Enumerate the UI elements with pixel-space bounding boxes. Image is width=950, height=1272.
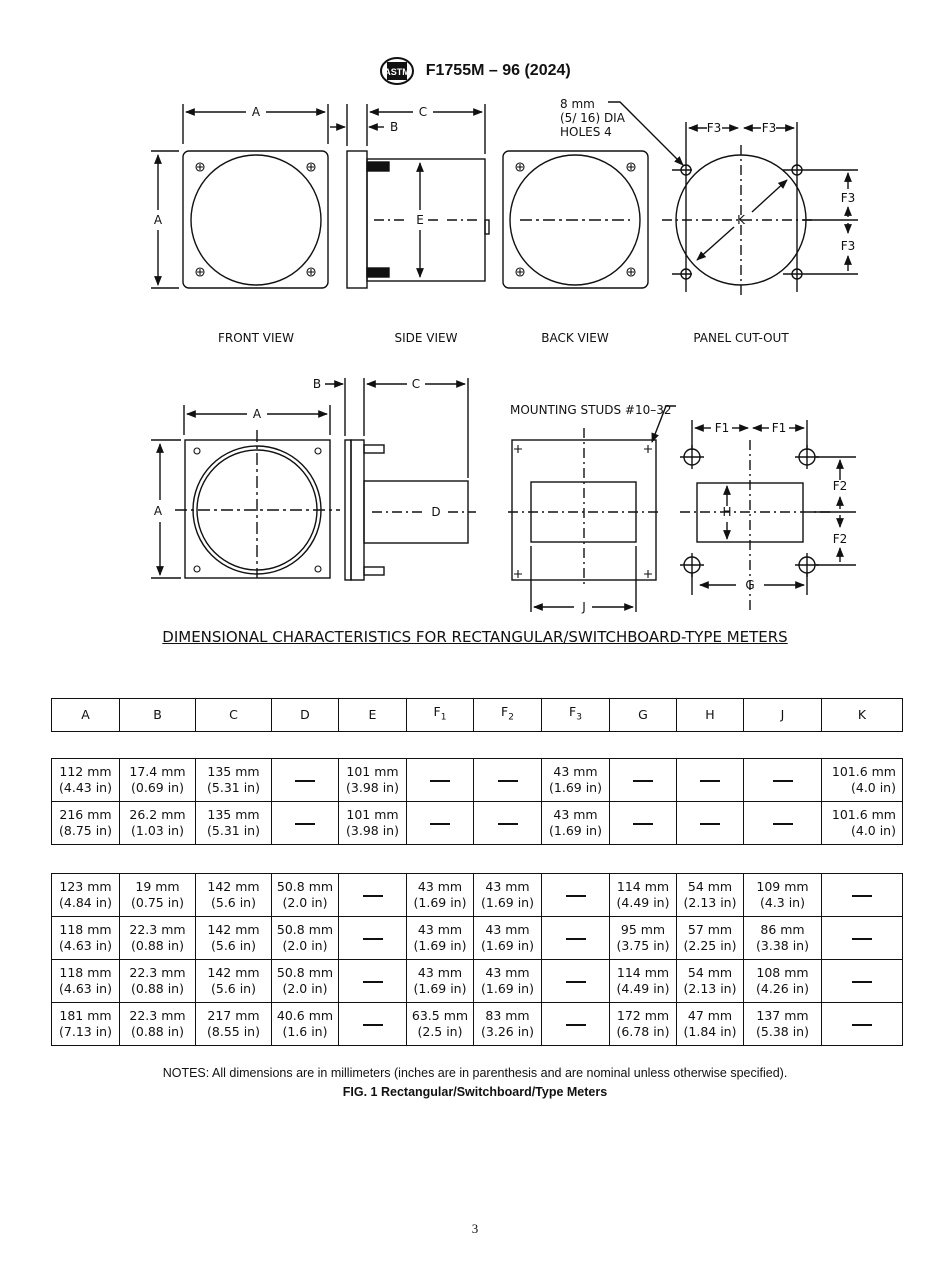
table-cell bbox=[744, 759, 822, 802]
table-cell bbox=[474, 1003, 542, 1046]
table-cell bbox=[677, 759, 744, 802]
cell-in: (2.0 in) bbox=[282, 895, 328, 910]
cell-mm: 17.4 mm bbox=[129, 764, 186, 779]
cell-mm: 101.6 mm bbox=[831, 764, 896, 779]
cell-mm: 181 mm bbox=[59, 1008, 112, 1023]
table-cell bbox=[120, 960, 196, 1003]
cell-mm: 43 mm bbox=[485, 965, 530, 980]
cell-mm: 172 mm bbox=[616, 1008, 670, 1023]
table-cell bbox=[272, 917, 339, 960]
table-cell bbox=[474, 802, 542, 845]
table-cell bbox=[407, 1003, 474, 1046]
cell-mm: 54 mm bbox=[687, 965, 733, 980]
table-cell bbox=[474, 874, 542, 917]
table-cell bbox=[407, 917, 474, 960]
table-cell bbox=[272, 960, 339, 1003]
figure-caption: FIG. 1 Rectangular/Switchboard/Type Meters bbox=[342, 1085, 608, 1099]
table-cell bbox=[610, 802, 677, 845]
cell-in: (4.0 in) bbox=[850, 780, 896, 795]
empty-dash bbox=[566, 1024, 586, 1026]
cell-in: (7.13 in) bbox=[59, 1024, 112, 1039]
table-cell bbox=[407, 960, 474, 1003]
cell-in: (5.6 in) bbox=[210, 981, 256, 996]
table-cell bbox=[120, 874, 196, 917]
table-cell bbox=[822, 1003, 903, 1046]
empty-dash bbox=[852, 981, 872, 983]
table-cell bbox=[196, 1003, 272, 1046]
table-cell bbox=[120, 759, 196, 802]
cell-in: (5.31 in) bbox=[207, 823, 260, 838]
cell-mm: 118 mm bbox=[59, 965, 112, 980]
cell-mm: 217 mm bbox=[207, 1008, 260, 1023]
cell-mm: 26.2 mm bbox=[129, 807, 186, 822]
table-cell bbox=[52, 960, 120, 1003]
table-cell bbox=[407, 759, 474, 802]
cell-mm: 135 mm bbox=[207, 764, 260, 779]
table-cell bbox=[610, 960, 677, 1003]
empty-dash bbox=[430, 823, 450, 825]
column-header: K bbox=[822, 699, 903, 732]
table-cell bbox=[744, 917, 822, 960]
dim-label-f3: F3 bbox=[761, 121, 777, 135]
header-row bbox=[52, 699, 903, 732]
cell-in: (2.25 in) bbox=[683, 938, 737, 953]
cell-in: (8.75 in) bbox=[59, 823, 112, 838]
table-cell bbox=[744, 874, 822, 917]
column-header: C bbox=[196, 699, 272, 732]
cell-in: (4.49 in) bbox=[616, 895, 670, 910]
cell-in: (4.43 in) bbox=[59, 780, 112, 795]
column-header: B bbox=[120, 699, 196, 732]
cell-in: (5.38 in) bbox=[756, 1024, 809, 1039]
table-cell bbox=[196, 960, 272, 1003]
panel-cutout-label: PANEL CUT-OUT bbox=[693, 331, 789, 345]
table-cell bbox=[542, 759, 610, 802]
cell-mm: 101 mm bbox=[346, 807, 399, 822]
cell-in: (0.75 in) bbox=[131, 895, 184, 910]
empty-dash bbox=[363, 981, 383, 983]
front-view-top bbox=[151, 104, 328, 288]
cell-mm: 43 mm bbox=[553, 764, 598, 779]
table-cell bbox=[744, 960, 822, 1003]
column-header: A bbox=[52, 699, 120, 732]
cell-in: (2.5 in) bbox=[417, 1024, 463, 1039]
cell-mm: 101 mm bbox=[346, 764, 399, 779]
table-cell bbox=[474, 960, 542, 1003]
empty-dash bbox=[295, 823, 315, 825]
table-cell bbox=[120, 1003, 196, 1046]
table-cell bbox=[610, 759, 677, 802]
cell-mm: 43 mm bbox=[417, 922, 463, 937]
dim-label-a: A bbox=[251, 105, 261, 119]
cell-in: (3.98 in) bbox=[346, 823, 399, 838]
cell-in: (1.69 in) bbox=[481, 981, 534, 996]
cell-mm: 40.6 mm bbox=[276, 1008, 334, 1023]
empty-dash bbox=[498, 823, 518, 825]
cell-mm: 50.8 mm bbox=[276, 879, 334, 894]
cell-mm: 47 mm bbox=[687, 1008, 733, 1023]
cell-mm: 22.3 mm bbox=[129, 965, 186, 980]
table-cell bbox=[610, 1003, 677, 1046]
table-row bbox=[52, 960, 903, 1003]
dim-label-a: A bbox=[153, 213, 163, 227]
holes-callout-line1: 8 mm bbox=[560, 97, 595, 111]
front-view-label: FRONT VIEW bbox=[217, 331, 295, 345]
cell-mm: 108 mm bbox=[756, 965, 809, 980]
empty-dash bbox=[852, 1024, 872, 1026]
cell-in: (2.13 in) bbox=[683, 895, 737, 910]
table-row bbox=[52, 1003, 903, 1046]
cell-mm: 57 mm bbox=[687, 922, 733, 937]
dim-label-f1: F1 bbox=[771, 421, 787, 435]
back-view-label: BACK VIEW bbox=[541, 331, 609, 345]
cell-mm: 135 mm bbox=[207, 807, 260, 822]
column-header: D bbox=[272, 699, 339, 732]
table-cell bbox=[339, 802, 407, 845]
table-cell bbox=[542, 917, 610, 960]
table-cell bbox=[120, 917, 196, 960]
table-cell bbox=[677, 917, 744, 960]
cell-mm: 109 mm bbox=[756, 879, 809, 894]
empty-dash bbox=[295, 780, 315, 782]
empty-dash bbox=[363, 938, 383, 940]
table-cell bbox=[822, 960, 903, 1003]
cell-in: (2.13 in) bbox=[683, 981, 737, 996]
cell-mm: 43 mm bbox=[417, 879, 463, 894]
cell-mm: 43 mm bbox=[485, 879, 530, 894]
cell-in: (3.26 in) bbox=[481, 1024, 534, 1039]
cell-mm: 63.5 mm bbox=[411, 1008, 469, 1023]
table-cell bbox=[339, 917, 407, 960]
table-cell bbox=[52, 874, 120, 917]
empty-dash bbox=[363, 1024, 383, 1026]
table-row bbox=[52, 759, 903, 802]
table-row bbox=[52, 874, 903, 917]
table-cell bbox=[474, 759, 542, 802]
cell-in: (2.0 in) bbox=[282, 981, 328, 996]
empty-dash bbox=[852, 938, 872, 940]
cell-mm: 43 mm bbox=[553, 807, 598, 822]
dim-label-f2: F2 bbox=[832, 479, 848, 493]
cell-in: (3.98 in) bbox=[346, 780, 399, 795]
empty-dash bbox=[363, 895, 383, 897]
dim-label-c: C bbox=[411, 377, 421, 391]
holes-callout-line2: (5/ 16) DIA bbox=[560, 111, 625, 125]
cell-in: (4.3 in) bbox=[759, 895, 805, 910]
meter-drawing bbox=[0, 0, 950, 620]
table-cell bbox=[52, 759, 120, 802]
table-cell bbox=[822, 917, 903, 960]
table-cell bbox=[196, 802, 272, 845]
table-cell bbox=[339, 960, 407, 1003]
table-cell bbox=[610, 917, 677, 960]
cell-in: (8.55 in) bbox=[207, 1024, 260, 1039]
cell-in: (2.0 in) bbox=[282, 938, 328, 953]
cell-in: (1.84 in) bbox=[683, 1024, 737, 1039]
cell-mm: 216 mm bbox=[59, 807, 112, 822]
table-cell bbox=[339, 1003, 407, 1046]
empty-dash bbox=[498, 780, 518, 782]
table-cell bbox=[677, 802, 744, 845]
dimension-table-group2 bbox=[51, 873, 903, 1046]
cell-in: (5.6 in) bbox=[210, 938, 256, 953]
column-header: $F_1$ bbox=[407, 699, 474, 732]
cell-mm: 54 mm bbox=[687, 879, 733, 894]
cell-mm: 83 mm bbox=[485, 1008, 530, 1023]
dim-label-a: A bbox=[252, 407, 262, 421]
empty-dash bbox=[633, 823, 653, 825]
cell-in: (5.6 in) bbox=[210, 895, 256, 910]
column-header: H bbox=[677, 699, 744, 732]
cell-in: (3.75 in) bbox=[616, 938, 670, 953]
cell-in: (0.88 in) bbox=[131, 1024, 184, 1039]
cell-mm: 43 mm bbox=[417, 965, 463, 980]
empty-dash bbox=[430, 780, 450, 782]
table-cell bbox=[542, 802, 610, 845]
table-cell bbox=[744, 1003, 822, 1046]
cell-in: (1.69 in) bbox=[481, 895, 534, 910]
table-cell bbox=[822, 802, 903, 845]
table-cell bbox=[196, 759, 272, 802]
table-row bbox=[52, 802, 903, 845]
cell-mm: 112 mm bbox=[59, 764, 112, 779]
notes-text: NOTES: All dimensions are in millimeters (inches are in parenthesis and are nominal unless otherwise specified). bbox=[162, 1066, 788, 1080]
empty-dash bbox=[566, 981, 586, 983]
table-row bbox=[52, 917, 903, 960]
dim-label-f3: F3 bbox=[706, 121, 722, 135]
table-cell bbox=[822, 874, 903, 917]
table-cell bbox=[677, 874, 744, 917]
cell-in: (1.69 in) bbox=[413, 938, 467, 953]
cell-mm: 22.3 mm bbox=[129, 922, 186, 937]
cell-mm: 142 mm bbox=[207, 879, 260, 894]
table-cell bbox=[744, 802, 822, 845]
cell-in: (0.88 in) bbox=[131, 981, 184, 996]
cell-in: (4.49 in) bbox=[616, 981, 670, 996]
front-view-bottom bbox=[151, 405, 340, 578]
cell-in: (5.31 in) bbox=[207, 780, 260, 795]
dim-label-h: H bbox=[722, 505, 732, 519]
table-cell bbox=[120, 802, 196, 845]
side-view-top bbox=[330, 104, 489, 288]
dim-label-f1: F1 bbox=[714, 421, 730, 435]
side-view-bottom bbox=[325, 378, 476, 580]
cell-in: (1.69 in) bbox=[549, 823, 602, 838]
cell-mm: 114 mm bbox=[616, 965, 670, 980]
table-cell bbox=[272, 874, 339, 917]
cell-in: (1.69 in) bbox=[481, 938, 534, 953]
table-cell bbox=[474, 917, 542, 960]
cell-in: (4.84 in) bbox=[59, 895, 112, 910]
table-cell bbox=[542, 960, 610, 1003]
dim-label-k: K bbox=[737, 213, 745, 227]
cell-mm: 86 mm bbox=[760, 922, 805, 937]
svg-text:ASTM: ASTM bbox=[384, 67, 411, 77]
cell-in: (3.38 in) bbox=[756, 938, 809, 953]
cell-mm: 123 mm bbox=[59, 879, 112, 894]
cell-mm: 50.8 mm bbox=[276, 965, 334, 980]
table-cell bbox=[822, 759, 903, 802]
cell-in: (1.69 in) bbox=[413, 895, 467, 910]
cell-mm: 142 mm bbox=[207, 922, 260, 937]
cell-mm: 137 mm bbox=[756, 1008, 809, 1023]
cell-in: (4.0 in) bbox=[850, 823, 896, 838]
cell-in: (4.26 in) bbox=[756, 981, 809, 996]
cell-in: (0.88 in) bbox=[131, 938, 184, 953]
dim-label-f3: F3 bbox=[840, 239, 856, 253]
cell-mm: 50.8 mm bbox=[276, 922, 334, 937]
column-header: E bbox=[339, 699, 407, 732]
panel-cutout-bottom bbox=[680, 420, 856, 610]
cell-in: (1.6 in) bbox=[282, 1024, 328, 1039]
cell-mm: 19 mm bbox=[135, 879, 180, 894]
page-number: 3 bbox=[471, 1221, 479, 1236]
table-caption: DIMENSIONAL CHARACTERISTICS FOR RECTANGULAR/SWITCHBOARD-TYPE METERS bbox=[162, 628, 788, 646]
cell-mm: 142 mm bbox=[207, 965, 260, 980]
dim-label-f3: F3 bbox=[840, 191, 856, 205]
dimension-header-table bbox=[51, 698, 903, 732]
holes-callout-line3: HOLES 4 bbox=[560, 125, 612, 139]
table-cell bbox=[407, 874, 474, 917]
dim-label-d: D bbox=[431, 505, 441, 519]
empty-dash bbox=[566, 938, 586, 940]
back-view-bottom bbox=[508, 406, 676, 612]
table-cell bbox=[542, 874, 610, 917]
empty-dash bbox=[773, 823, 793, 825]
cell-mm: 118 mm bbox=[59, 922, 112, 937]
empty-dash bbox=[700, 780, 720, 782]
cell-in: (4.63 in) bbox=[59, 981, 112, 996]
column-header: G bbox=[610, 699, 677, 732]
cell-in: (1.69 in) bbox=[549, 780, 602, 795]
table-cell bbox=[339, 759, 407, 802]
dim-label-b: B bbox=[390, 120, 399, 134]
side-view-label: SIDE VIEW bbox=[394, 331, 458, 345]
cell-in: (1.03 in) bbox=[131, 823, 184, 838]
dim-label-c: C bbox=[418, 105, 428, 119]
panel-cutout-top bbox=[608, 102, 858, 295]
cell-in: (0.69 in) bbox=[131, 780, 184, 795]
table-cell bbox=[196, 917, 272, 960]
cell-mm: 95 mm bbox=[620, 922, 666, 937]
table-cell bbox=[542, 1003, 610, 1046]
table-cell bbox=[272, 1003, 339, 1046]
back-view-top bbox=[503, 151, 648, 288]
cell-in: (1.69 in) bbox=[413, 981, 467, 996]
table-cell bbox=[272, 802, 339, 845]
table-cell bbox=[272, 759, 339, 802]
column-header: $F_3$ bbox=[542, 699, 610, 732]
table-cell bbox=[677, 1003, 744, 1046]
dim-label-f2: F2 bbox=[832, 532, 848, 546]
table-cell bbox=[52, 1003, 120, 1046]
table-cell bbox=[610, 874, 677, 917]
column-header: J bbox=[744, 699, 822, 732]
dim-label-g: G bbox=[745, 578, 755, 592]
cell-mm: 114 mm bbox=[616, 879, 670, 894]
dimension-table-group1 bbox=[51, 758, 903, 845]
empty-dash bbox=[633, 780, 653, 782]
table-cell bbox=[52, 802, 120, 845]
dim-label-j: J bbox=[582, 600, 586, 614]
cell-mm: 101.6 mm bbox=[831, 807, 896, 822]
table-cell bbox=[52, 917, 120, 960]
empty-dash bbox=[700, 823, 720, 825]
table-cell bbox=[196, 874, 272, 917]
column-header: $F_2$ bbox=[474, 699, 542, 732]
dim-label-a: A bbox=[153, 504, 163, 518]
empty-dash bbox=[566, 895, 586, 897]
empty-dash bbox=[852, 895, 872, 897]
cell-in: (4.63 in) bbox=[59, 938, 112, 953]
cell-mm: 43 mm bbox=[485, 922, 530, 937]
dim-label-e: E bbox=[416, 213, 424, 227]
cell-in: (6.78 in) bbox=[616, 1024, 670, 1039]
cell-mm: 22.3 mm bbox=[129, 1008, 186, 1023]
table-cell bbox=[677, 960, 744, 1003]
empty-dash bbox=[773, 780, 793, 782]
mounting-studs-callout: MOUNTING STUDS #10–32 bbox=[510, 403, 672, 417]
table-cell bbox=[339, 874, 407, 917]
dim-label-b: B bbox=[312, 377, 322, 391]
table-cell bbox=[407, 802, 474, 845]
document-designation: F1755M – 96 (2024) bbox=[425, 62, 571, 79]
